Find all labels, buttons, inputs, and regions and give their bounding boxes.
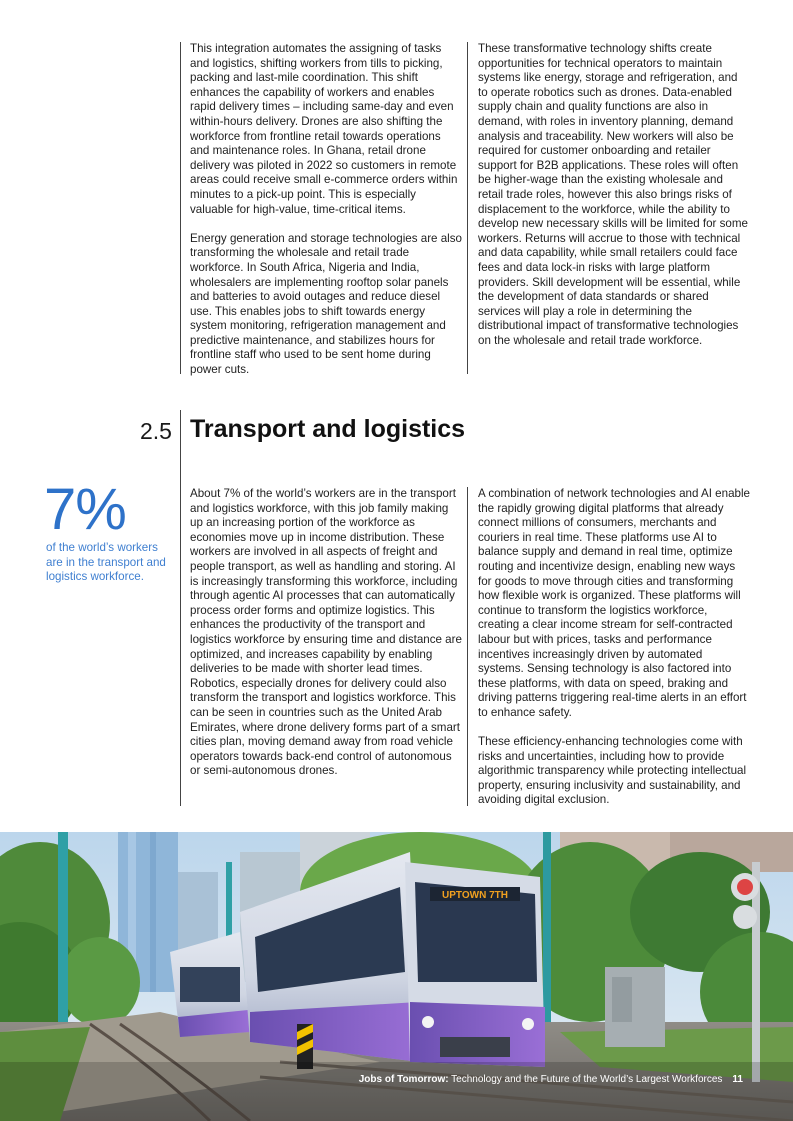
section-title: Transport and logistics (190, 415, 466, 443)
paragraph: Energy generation and storage technologies are also transforming the wholesale and retail trade workforce. In South Africa, Nigeria and India, wholesalers are implementing rooftop solar panels and batteries to avoid outages and reduce diesel use. This enables jobs to shift towards energy system monitoring, refrigeration management and predictive maintenance, and stabilizes hours for frontline staff who used to be sent home during power cuts. (190, 231, 462, 377)
footer-title-bold: Jobs of Tomorrow: (358, 1074, 449, 1085)
page-number: 11 (732, 1074, 743, 1085)
stat-caption: of the world’s workers are in the transport and logistics workforce. (46, 541, 166, 584)
column-rule-top-left (180, 42, 181, 374)
tram-photo (0, 832, 793, 1121)
section-number: 2.5 (140, 418, 172, 444)
paragraph: These efficiency-enhancing technologies come with risks and uncertainties, including how to provide algorithmic transparency while protecting intellectual property, ensuring inclusivity and sustainability, and avoiding digital exclusion. (478, 735, 747, 807)
column-rule-body-right (467, 487, 468, 806)
body-left-column (190, 487, 464, 779)
page-footer (359, 1074, 743, 1085)
stat-value: 7% (44, 477, 126, 542)
tram-destination-sign: UPTOWN 7TH (442, 890, 508, 901)
top-left-column (190, 42, 462, 378)
column-rule-top-right (467, 42, 468, 374)
footer-title: Technology and the Future of the World’s Largest Workforces (448, 1074, 723, 1085)
section-rule (180, 410, 181, 806)
top-right-column (478, 42, 750, 348)
body-right-column (478, 487, 750, 808)
paragraph: About 7% of the world’s workers are in the transport and logistics workforce, with this job family making up an increasing portion of the workforce as economies move up in income distribution. These workers are involved in all aspects of freight and people transport, as well as handling and storing. AI is increasingly transforming this workforce, including through agentic AI processes that can automatically process order forms and optimize logistics. This enhances the productivity of the transport and logistics workforce by ensuring time and distance are optimized, and increases capability by enabling deliveries to be made with shorter lead times. Robotics, especially drones for delivery could also transform the transport and logistics workforce. This can be seen in countries such as the United Arab Emirates, where drone delivery forms part of a smart cities plan, moving demand away from road vehicle operators towards back-end control of autonomous or semi-autonomous drones. (190, 487, 462, 778)
paragraph: A combination of network technologies and AI enable the rapidly growing digital platforms that already connect millions of consumers, merchants and couriers in real time. These platforms use AI to balance supply and demand in real time, optimize routing and incentivize design, enabling new ways for goods to move through cities and transforming how flexible work is organized. These platforms will continue to transform the logistics workforce, creating a clear income stream for self-contracted labour but with prices, tasks and performance incentives increasingly driven by automated systems. Sensing technology is also factored into these platforms, with data on speed, braking and driving patterns triggering real-time alerts in an effort to enhance safety. (478, 487, 750, 719)
paragraph: This integration automates the assigning of tasks and logistics, shifting workers from tills to picking, packing and last-mile coordination. This shift enhances the capability of workers and enables rapid delivery times – including same-day and even within-hours delivery. Drones are also shifting the workforce from frontline retail towards operations and maintenance roles. In Ghana, retail drone delivery was piloted in 2022 so customers in remote areas could receive small e-commerce orders within minutes to a pick-up point. This is especially valuable for high-value, time-critical items. (190, 42, 458, 216)
paragraph: These transformative technology shifts create opportunities for technical operators to maintain systems like energy, storage and refrigeration, and to operate robotics such as drones. Data-enabled supply chain and quality functions are also in demand, with roles in inventory planning, demand analysis and traceability. New workers will also be required for customer onboarding and retailer support for B2B applications. These roles will often be higher-wage than the existing wholesale and retail trade roles, however this also brings risks of displacement to the workforce, while the ability to develop new necessary skills will be limited for some workers. Returns will accrue to those with technical and data capability, while small retailers could face fees and data lock-in risks with large platform providers. Skill development will be essential, while the development of data standards or shared services will play a role in determining the distributional impact of transformative technologies on the wholesale and retail trade workforce. (478, 42, 748, 347)
